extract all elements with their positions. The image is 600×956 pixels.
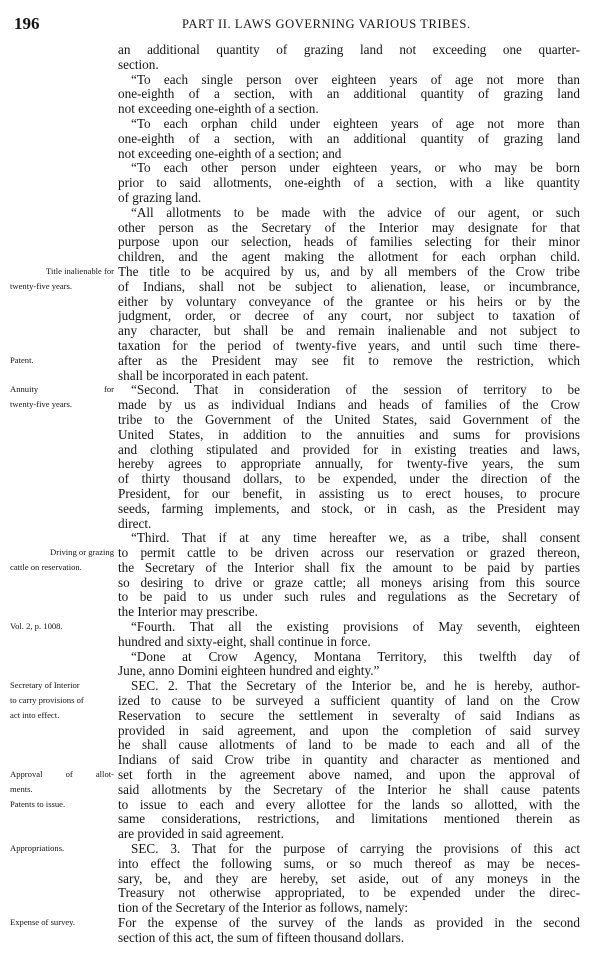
body-text: President, for our benefit, in assisting us to erect houses, to procure bbox=[118, 486, 580, 501]
text-line bbox=[0, 768, 600, 783]
body-text: June, anno Domini eighteen hundred and eighty.” bbox=[118, 664, 380, 679]
body-text: any character, but shall be and remain inalienable and not subject to bbox=[118, 324, 580, 339]
text-line bbox=[0, 309, 600, 324]
text-line bbox=[0, 73, 600, 88]
body-text: “Fourth. That all the existing provisions of May seventh, eighteen bbox=[131, 620, 580, 635]
text-line bbox=[0, 857, 600, 872]
body-text: hundred and sixty-eight, shall continue in force. bbox=[118, 634, 371, 649]
body-text: The title to be acquired by us, and by all members of the Crow tribe bbox=[118, 264, 580, 279]
body-text: one-eighth of a section, with an additional quantity of grazing land bbox=[118, 131, 580, 146]
body-text: the Interior may prescribe. bbox=[118, 605, 258, 620]
body-text: one-eighth of a section, with an additional quantity of grazing land bbox=[118, 87, 580, 102]
margin-note: Expense of survey. bbox=[10, 917, 76, 928]
text-line bbox=[0, 147, 600, 162]
body-text: “To each other person under eighteen years, or who may be born bbox=[131, 161, 580, 176]
body-text: shall be incorporated in each patent. bbox=[118, 368, 309, 383]
text-line bbox=[0, 709, 600, 724]
body-text: prior to said allotments, one-eighth of a section, with a like quantity bbox=[118, 176, 580, 191]
margin-note: act into effect. bbox=[10, 709, 60, 720]
text-line bbox=[0, 561, 600, 576]
body-text: to be paid to us under such rules and regulations as the Secretary of bbox=[118, 590, 580, 605]
body-text: of thirty thousand dollars, to be expended, under the direction of the bbox=[118, 472, 580, 487]
text-line bbox=[0, 650, 600, 665]
page-number: 196 bbox=[14, 14, 40, 33]
text-line bbox=[0, 812, 600, 827]
body-text: same considerations, restrictions, and limitations mentioned therein as bbox=[118, 812, 580, 827]
body-text: SEC. 2. That the Secretary of the Interior be, and he is hereby, author- bbox=[131, 679, 580, 694]
text-line bbox=[0, 487, 600, 502]
text-line bbox=[0, 827, 600, 842]
body-text: and clothing stipulated and provided for in existing treaties and laws, bbox=[118, 442, 580, 457]
text-line bbox=[0, 324, 600, 339]
text-line bbox=[0, 679, 600, 694]
text-line bbox=[0, 383, 600, 398]
margin-note: Secretary of Interior bbox=[10, 680, 80, 691]
body-text: set forth in the agreement above named, and upon the approval of bbox=[118, 768, 580, 783]
margin-note: twenty-five years. bbox=[10, 280, 73, 291]
text-line bbox=[0, 724, 600, 739]
body-text: tion of the Secretary of the Interior as follows, namely: bbox=[118, 901, 409, 916]
text-line bbox=[0, 590, 600, 605]
body-text: ized to cause to be surveyed a sufficient quantity of land on the Crow bbox=[118, 694, 580, 709]
body-text: taxation for the period of twenty-five years, and until such time there- bbox=[118, 338, 580, 353]
body-text: tribe to the Government of the United States, said Government of the bbox=[118, 412, 580, 427]
text-line bbox=[0, 87, 600, 102]
body-text: to permit cattle to be driven across our reservation or grazed thereon, bbox=[118, 546, 580, 561]
body-text: an additional quantity of grazing land not exceeding one quarter- bbox=[118, 43, 580, 57]
text-line bbox=[0, 753, 600, 768]
body-text: “All allotments to be made with the advice of our agent, or such bbox=[131, 205, 580, 220]
text-line bbox=[0, 783, 600, 798]
body-text: other person as the Secretary of the Interior may designate for that bbox=[118, 220, 580, 235]
text-line bbox=[0, 931, 600, 946]
text-line bbox=[0, 886, 600, 901]
text-line bbox=[0, 102, 600, 117]
text-line bbox=[0, 635, 600, 650]
body-text: For the expense of the survey of the lands as provided in the second bbox=[118, 916, 580, 931]
running-head: PART II. LAWS GOVERNING VARIOUS TRIBES. bbox=[182, 17, 471, 31]
body-text: the Secretary of the Interior shall fix the amount to be paid by parties bbox=[118, 560, 580, 575]
body-text: “To each orphan child under eighteen years of age not more than bbox=[131, 116, 580, 131]
text-line bbox=[0, 58, 600, 73]
text-line bbox=[0, 916, 600, 931]
body-text: into effect the following sums, or so much thereof as may be neces- bbox=[118, 856, 580, 871]
body-text: Indians of said Crow tribe in quantity and character as mentioned and bbox=[118, 753, 580, 768]
text-line bbox=[0, 354, 600, 369]
body-text: sary, be, and they are hereby, set aside, out of any moneys in the bbox=[118, 871, 580, 886]
margin-note: cattle on reservation. bbox=[10, 561, 82, 572]
text-line bbox=[0, 502, 600, 517]
text-line bbox=[0, 620, 600, 635]
body-text: either by voluntary conveyance of the grantee or his heirs or by the bbox=[118, 294, 580, 309]
text-line bbox=[0, 132, 600, 147]
body-text: Reservation to secure the settlement in severalty of said Indians as bbox=[118, 708, 580, 723]
margin-note: Title inalienable for bbox=[46, 265, 114, 276]
text-line bbox=[0, 428, 600, 443]
body-text: after as the President may see fit to remove the restriction, which bbox=[118, 353, 580, 368]
margin-note: Driving or grazing bbox=[50, 547, 114, 558]
margin-note: Patent. bbox=[10, 354, 34, 365]
body-text: “Third. That if at any time hereafter we, as a tribe, shall consent bbox=[131, 531, 580, 546]
body-text: children, and the agent making the allotment for each orphan child. bbox=[118, 250, 580, 265]
body-text: hereby agrees to appropriate annually, for twenty-five years, the sum bbox=[118, 457, 580, 472]
body-text: seeds, farming implements, and stock, or in cash, as the President may bbox=[118, 501, 580, 516]
text-line bbox=[0, 443, 600, 458]
body-text: purpose upon our selection, heads of families selecting for their minor bbox=[118, 235, 580, 250]
text-line bbox=[0, 280, 600, 295]
text-line bbox=[0, 206, 600, 221]
text-line bbox=[0, 250, 600, 265]
text-line bbox=[0, 191, 600, 206]
body-text: said allotments by the Secretary of the Interior he shall cause patents bbox=[118, 782, 580, 797]
text-line bbox=[0, 295, 600, 310]
margin-note: ments. bbox=[10, 783, 33, 794]
text-line bbox=[0, 161, 600, 176]
page-body bbox=[0, 43, 600, 946]
margin-note: Annuity for bbox=[10, 384, 114, 395]
text-line bbox=[0, 872, 600, 887]
text-line bbox=[0, 265, 600, 280]
body-text: section. bbox=[118, 57, 159, 72]
text-line bbox=[0, 664, 600, 679]
body-text: are provided in said agreement. bbox=[118, 827, 284, 842]
body-text: to issue to each and every allottee for the lands so allotted, with the bbox=[118, 797, 580, 812]
text-line bbox=[0, 457, 600, 472]
page-header bbox=[14, 14, 586, 36]
text-line bbox=[0, 694, 600, 709]
body-text: “Second. That in consideration of the session of territory to be bbox=[131, 383, 580, 398]
body-text: judgment, order, or decree of any court, nor subject to taxation of bbox=[118, 309, 580, 324]
text-line bbox=[0, 605, 600, 620]
text-line bbox=[0, 517, 600, 532]
text-line bbox=[0, 43, 600, 58]
margin-note: Patents to issue. bbox=[10, 798, 66, 809]
margin-note: twenty-five years. bbox=[10, 399, 73, 410]
text-line bbox=[0, 798, 600, 813]
text-line bbox=[0, 901, 600, 916]
text-line bbox=[0, 339, 600, 354]
text-line bbox=[0, 472, 600, 487]
body-text: made by us as individual Indians and heads of families of the Crow bbox=[118, 398, 580, 413]
body-text: direct. bbox=[118, 516, 152, 531]
text-line bbox=[0, 398, 600, 413]
body-text: “Done at Crow Agency, Montana Territory, this twelfth day of bbox=[131, 649, 580, 664]
text-line bbox=[0, 369, 600, 384]
margin-note: Appropriations. bbox=[10, 843, 65, 854]
text-line bbox=[0, 176, 600, 191]
text-line bbox=[0, 531, 600, 546]
body-text: of Indians, shall not be subject to alienation, lease, or incumbrance, bbox=[118, 279, 580, 294]
body-text: he shall cause allotments of land to be made to each and all of the bbox=[118, 738, 580, 753]
text-line bbox=[0, 546, 600, 561]
body-text: “To each single person over eighteen years of age not more than bbox=[131, 72, 580, 87]
margin-note: Vol. 2, p. 1008. bbox=[10, 621, 63, 632]
text-line bbox=[0, 221, 600, 236]
body-text: so desiring to drive or graze cattle; all moneys arising from this source bbox=[118, 575, 580, 590]
body-text: of grazing land. bbox=[118, 190, 202, 205]
body-text: provided in said agreement, and upon the completion of said survey bbox=[118, 723, 580, 738]
body-text: section of this act, the sum of fifteen thousand dollars. bbox=[118, 930, 405, 945]
body-text: SEC. 3. That for the purpose of carrying the provisions of this act bbox=[131, 842, 580, 857]
margin-note: to carry provisions of bbox=[10, 695, 84, 706]
body-text: Treasury not otherwise appropriated, to be expended under the direc- bbox=[118, 886, 580, 901]
body-text: United States, in addition to the annuities and sums for provisions bbox=[118, 427, 580, 442]
text-line bbox=[0, 576, 600, 591]
margin-note: Approval of allot- bbox=[10, 769, 114, 780]
text-line bbox=[0, 842, 600, 857]
text-line bbox=[0, 738, 600, 753]
text-line bbox=[0, 413, 600, 428]
body-text: not exceeding one-eighth of a section; and bbox=[118, 146, 342, 161]
text-line bbox=[0, 117, 600, 132]
text-line bbox=[0, 235, 600, 250]
body-text: not exceeding one-eighth of a section. bbox=[118, 102, 319, 117]
